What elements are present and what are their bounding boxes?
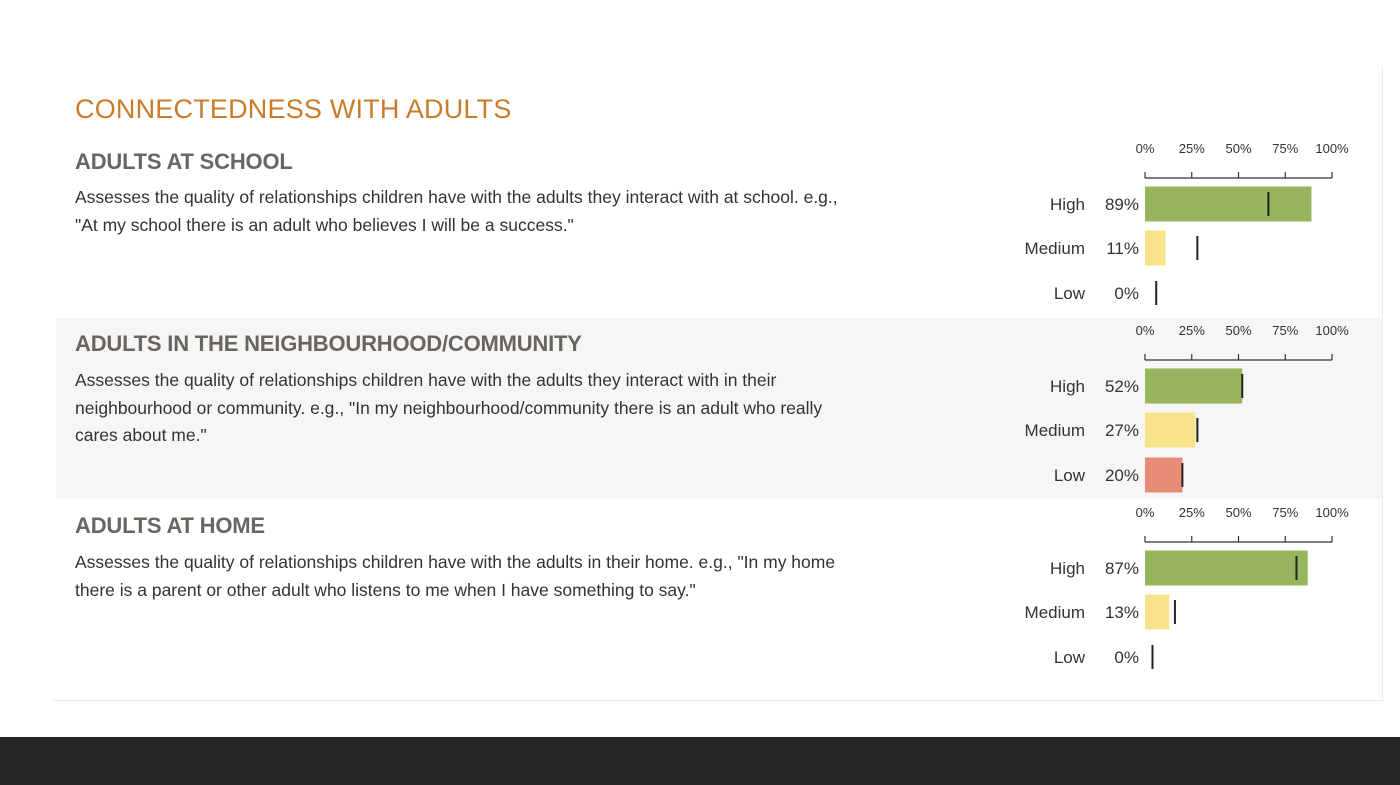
- chart-adults-in-community: [1011, 318, 1371, 500]
- value-label: 27%: [1104, 421, 1139, 440]
- bar-medium: [1145, 231, 1166, 266]
- category-label: Low: [1053, 466, 1085, 485]
- x-tick-label: 25%: [1178, 323, 1205, 338]
- chart-svg: [1011, 318, 1371, 500]
- section-adults-at-school: [56, 136, 1382, 318]
- category-label: High: [1050, 559, 1085, 578]
- x-tick-label: 50%: [1225, 505, 1252, 520]
- x-tick-label: 100%: [1315, 323, 1349, 338]
- value-label: 89%: [1104, 195, 1139, 214]
- category-label: High: [1050, 195, 1085, 214]
- x-tick-label: 100%: [1315, 505, 1349, 520]
- value-label: 20%: [1104, 466, 1139, 485]
- x-tick-label: 0%: [1135, 141, 1155, 156]
- x-tick-label: 50%: [1225, 141, 1252, 156]
- category-label: Medium: [1024, 239, 1085, 258]
- footer-bar: [0, 737, 1400, 785]
- category-label: Low: [1053, 284, 1085, 303]
- bar-high: [1145, 187, 1311, 222]
- value-label: 13%: [1104, 603, 1139, 622]
- value-label: 0%: [1114, 648, 1139, 667]
- category-label: Medium: [1024, 603, 1085, 622]
- x-tick-label: 0%: [1135, 505, 1155, 520]
- section-description: Assesses the quality of relationships children have with the adults they interact with at school. e.g., "At my school there is an adult who believes I will be a success.": [75, 187, 838, 235]
- x-tick-label: 75%: [1272, 141, 1299, 156]
- section-adults-at-home: [56, 500, 1382, 682]
- x-tick-label: 75%: [1272, 505, 1299, 520]
- chart-svg: [1011, 500, 1371, 682]
- category-label: Medium: [1024, 421, 1085, 440]
- value-label: 11%: [1106, 239, 1139, 258]
- category-label: Low: [1053, 648, 1085, 667]
- chart-svg: [1011, 136, 1371, 318]
- x-tick-label: 75%: [1272, 323, 1299, 338]
- section-description: Assesses the quality of relationships children have with the adults they interact with in their neighbourhood or community. e.g., "In my neighbourhood/community there is an adult who really cares about me.": [75, 370, 823, 445]
- x-tick-label: 100%: [1315, 141, 1349, 156]
- x-tick-label: 0%: [1135, 323, 1155, 338]
- bar-high: [1145, 551, 1308, 586]
- bar-low: [1145, 458, 1182, 493]
- value-label: 52%: [1104, 377, 1139, 396]
- x-tick-label: 25%: [1178, 505, 1205, 520]
- value-label: 87%: [1104, 559, 1139, 578]
- section-description: Assesses the quality of relationships children have with the adults in their home. e.g., "In my home there is a parent or other adult who listens to me when I have something to say.": [75, 552, 836, 600]
- bar-high: [1145, 369, 1242, 404]
- section-title: ADULTS AT HOME: [75, 513, 265, 538]
- chart-adults-at-school: [1011, 136, 1371, 318]
- bar-medium: [1145, 413, 1195, 448]
- value-label: 0%: [1114, 284, 1139, 303]
- chart-adults-at-home: [1011, 500, 1371, 682]
- x-tick-label: 25%: [1178, 141, 1205, 156]
- category-label: High: [1050, 377, 1085, 396]
- report-title: CONNECTEDNESS WITH ADULTS: [75, 94, 512, 124]
- bar-medium: [1145, 595, 1169, 630]
- x-tick-label: 50%: [1225, 323, 1252, 338]
- section-title: ADULTS IN THE NEIGHBOURHOOD/COMMUNITY: [75, 331, 582, 356]
- section-adults-in-community: [56, 318, 1382, 499]
- section-title: ADULTS AT SCHOOL: [75, 149, 293, 174]
- report-panel: [52, 66, 1383, 701]
